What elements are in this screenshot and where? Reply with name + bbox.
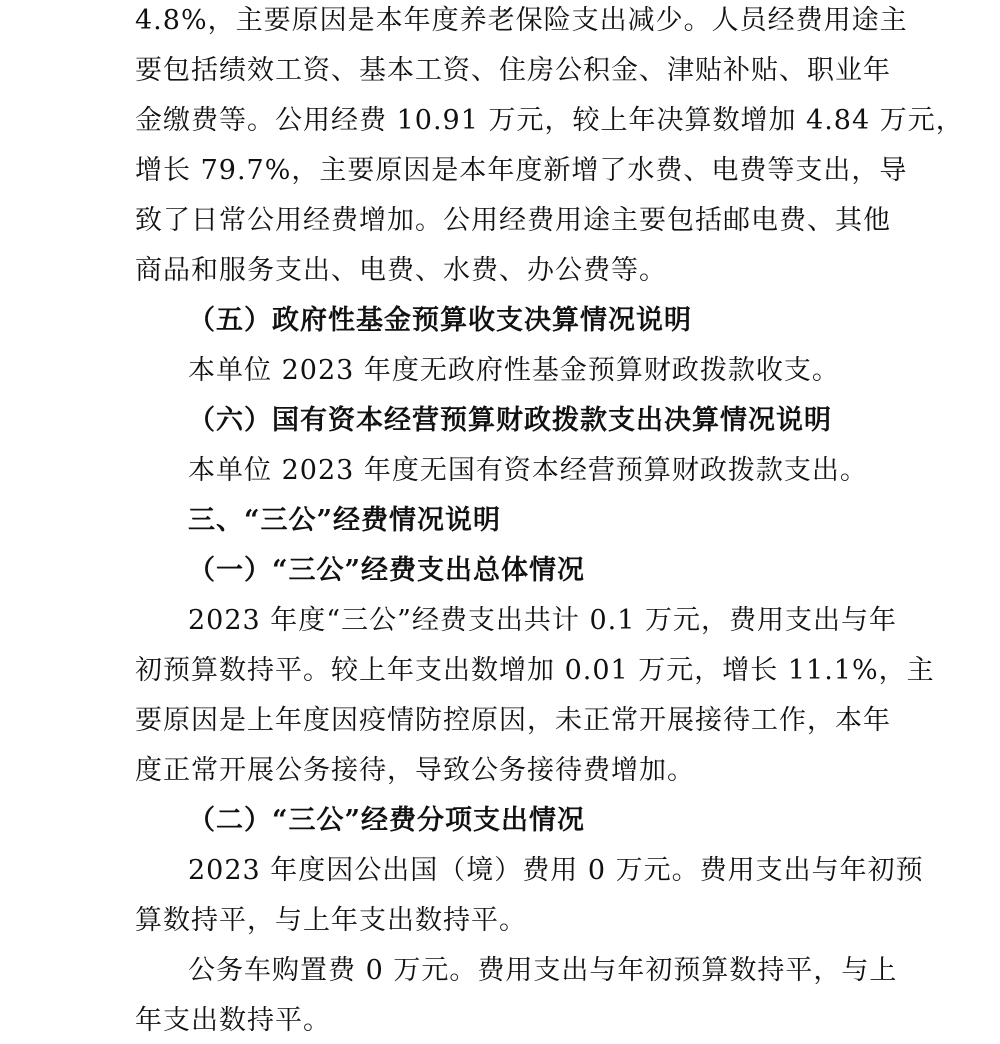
section-heading-6: （六）国有资本经营预算财政拨款支出决算情况说明 [188,405,832,436]
text-line-14: 初预算数持平。较上年支出数增加 0.01 万元，增长 11.1%，主 [135,655,935,686]
text-line-19: 算数持平，与上年支出数持平。 [135,905,527,936]
text-line-20: 公务车购置费 0 万元。费用支出与年初预算数持平，与上 [188,955,898,986]
text-line-21: 年支出数持平。 [135,1005,331,1036]
text-line-8: 本单位 2023 年度无政府性基金预算财政拨款收支。 [188,355,840,386]
section-heading-5: （五）政府性基金预算收支决算情况说明 [188,305,692,336]
text-line-10: 本单位 2023 年度无国有资本经营预算财政拨款支出。 [188,455,868,486]
text-line-3: 金缴费等。公用经费 10.91 万元，较上年决算数增加 4.84 万元， [135,105,964,136]
text-line-15: 要原因是上年度因疫情防控原因，未正常开展接待工作，本年 [135,705,891,736]
text-line-5: 致了日常公用经费增加。公用经费用途主要包括邮电费、其他 [135,205,891,236]
chapter-heading-three: 三、“三公”经费情况说明 [188,505,502,536]
subsection-heading-2: （二）“三公”经费分项支出情况 [188,805,586,836]
text-line-13: 2023 年度“三公”经费支出共计 0.1 万元，费用支出与年 [188,605,898,636]
text-line-4: 增长 79.7%，主要原因是本年度新增了水费、电费等支出，导 [135,155,908,186]
text-line-6: 商品和服务支出、电费、水费、办公费等。 [135,255,667,286]
text-line-1: 4.8%，主要原因是本年度养老保险支出减少。人员经费用途主 [135,5,908,36]
subsection-heading-1: （一）“三公”经费支出总体情况 [188,555,586,586]
text-line-2: 要包括绩效工资、基本工资、住房公积金、津贴补贴、职业年 [135,55,891,86]
text-line-18: 2023 年度因公出国（境）费用 0 万元。费用支出与年初预 [188,855,924,886]
text-line-16: 度正常开展公务接待，导致公务接待费增加。 [135,755,695,786]
